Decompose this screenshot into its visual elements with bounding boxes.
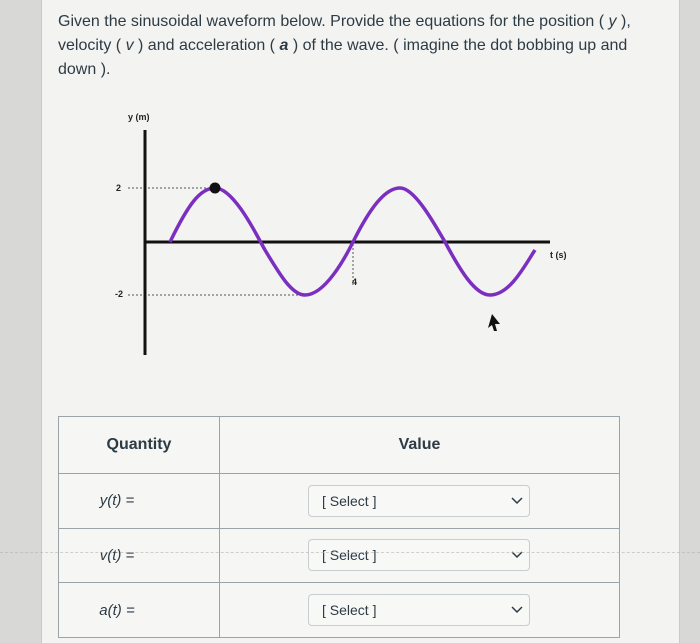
select-text: [ Select ] [322, 547, 377, 564]
value-cell [220, 474, 620, 529]
y-axis-label: y (m) [128, 112, 150, 122]
table-row [59, 583, 620, 638]
header-quantity: Quantity [59, 417, 220, 474]
photo-line-artifact [0, 552, 700, 554]
var-a: a [279, 37, 289, 54]
waveform-svg [100, 100, 600, 365]
chevron-down-icon [511, 496, 523, 506]
y-tick-2: 2 [116, 183, 122, 193]
select-text: [ Select ] [322, 492, 377, 509]
header-value: Value [220, 417, 620, 474]
quantity-cell [59, 583, 220, 638]
question-text: Given the sinusoidal waveform below. Provide the equations for the position ( y ), velocity ( v ) and acceleration ( a ) of the wave. ( imagine the dot bobbing up and down ). [58, 13, 631, 78]
mouse-cursor-icon [488, 314, 502, 332]
chevron-down-icon [511, 605, 523, 615]
x-axis-label: t (s) [550, 250, 567, 260]
value-cell [220, 528, 620, 583]
position-select[interactable] [308, 485, 530, 517]
x-tick-4: 4 [352, 277, 358, 287]
table-header-row [59, 417, 620, 474]
quantity-cell [59, 528, 220, 583]
var-y: y [608, 13, 617, 30]
waveform-graph [100, 100, 600, 365]
table-row [59, 474, 620, 529]
table-row [59, 528, 620, 583]
velocity-select[interactable] [308, 539, 530, 571]
bobbing-dot [210, 183, 221, 194]
value-cell [220, 583, 620, 638]
quantity-cell [59, 474, 220, 529]
answer-table [58, 416, 620, 638]
var-v: v [125, 37, 134, 54]
acceleration-select[interactable] [308, 594, 530, 626]
quantity-label: a(t) = [99, 601, 135, 619]
y-tick-neg2: -2 [115, 289, 124, 299]
quantity-label: y(t) = [99, 492, 135, 510]
select-text: [ Select ] [322, 602, 377, 619]
quantity-label: v(t) = [99, 546, 135, 564]
